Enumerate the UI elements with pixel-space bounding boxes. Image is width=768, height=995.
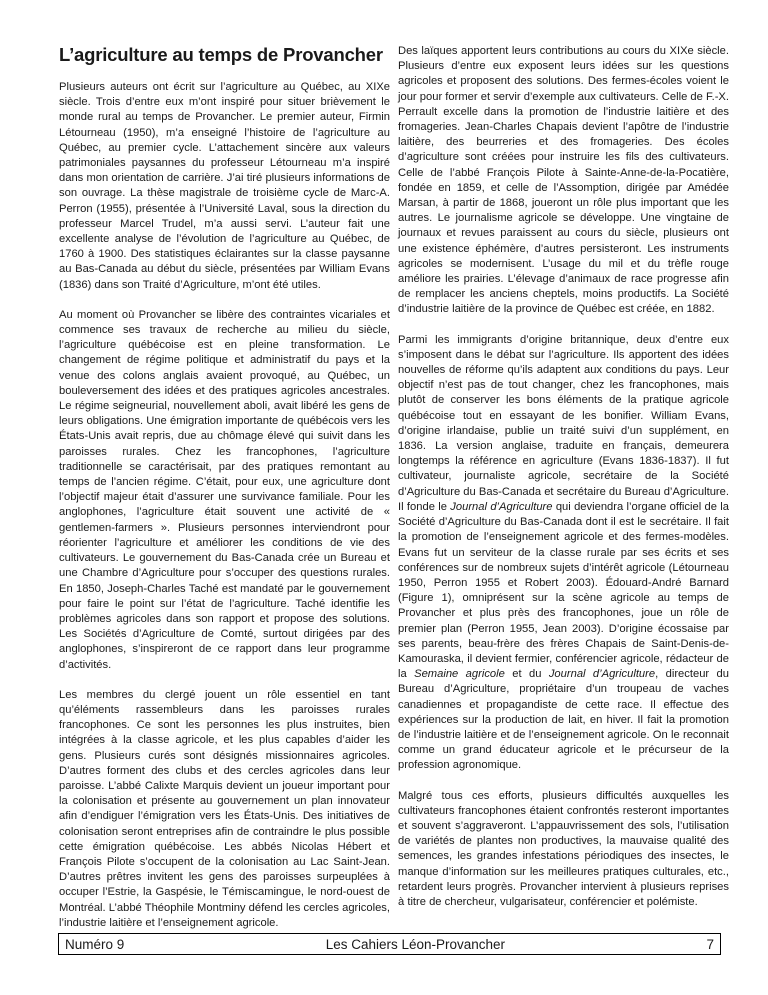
article-title: L’agriculture au temps de Provancher (59, 44, 383, 65)
paragraph-clergy: Les membres du clergé jouent un rôle essentiel en tant qu’éléments rassembleurs dans les paroisses rurales francophones. Ce sont les personnes les plus instruites, bien intégrées à la classe agricole, et les plus capables d’aider les gens. Plusieurs curés sont désignés missionnaires agricoles. D’autres forment des clubs et des cercles agricoles dans leur paroisse. L’abbé Calixte Marquis devient un joueur important pour la colonisation et présente au gouvernement un plan innovateur afin d’endiguer l’émigration vers les États-Unis. Des initiatives de colonisation seront entreprises afin de contraindre le plus possible cette émigration québécoise. Les abbés Nicolas Hébert et François Pilote s’occupent de la colonisation au Lac Saint-Jean. D’autres prêtres invitent les gens des paroisses surpeuplées à occuper l’Estrie, la Gaspésie, le Témiscamingue, le nord-ouest de Montréal. L’abbé Théophile Montminy défend les cercles agricoles, l’industrie laitière et l’enseignement agricole. (59, 688, 390, 929)
paragraph-laypeople: Des laïques apportent leurs contributions au cours du XIXe siècle. Plusieurs d’entre eux exposent leurs idées sur les questions agricoles et proposent des solutions. Des fermes-écoles voient le jour pour former et servir d’exemple aux cultivateurs. Celle de F.-X. Perrault excelle dans la promotion de l’industrie laitière et des fromageries. Jean-Charles Chapais devient l’apôtre de l’industrie laitière, des beurreries et des fromageries. Des écoles d’agriculture sont créées pour instruire les fils des cultivateurs. Celle de l’abbé François Pilote à Sainte-Anne-de-la-Pocatière, fondée en 1859, et celle de l’Assomption, dirigée par Amédée Marsan, à partir de 1868, joueront un rôle plus important que les autres. Le journalisme agricole se développe. Une vingtaine de journaux et revues paraissent au cours du siècle, plusieurs ont une existence éphémère, d’autres persisteront. Les instruments agricoles se modernisent. L’usage du mil et du trèfle rouge améliore les prairies. L’élevage d’animaux de race progresse afin de remplacer les anciens cheptels, moins productifs. La Société d’industrie laitière de la province de Québec est créée, en 1882. (398, 45, 729, 316)
page-number: 7 (706, 936, 714, 952)
issue-number: Numéro 9 (65, 936, 125, 952)
right-column (398, 44, 729, 925)
left-column (59, 44, 390, 946)
semaine-agricole-italic: Semaine agricole (414, 668, 505, 681)
journal-title-italic: Journal d’Agriculture (548, 668, 656, 681)
paragraph-immigrants (398, 333, 729, 774)
text-run: qui deviendra l’organe officiel de la Société d’Agriculture du Bas-Canada dont il est le secrétaire. Il fait la promotion de l’enseignement agricole et des fermes-modèles. Evans fut un serviteur de la classe rurale par ses écrits et ses conférences sur de nombreux sujets d’intérêt agricole (Létourneau 1950, Perron 1955 et Robert 2003). Édouard-André Barnard (Figure 1), omniprésent sur la scène agricole au temps de Provancher et plus près des francophones, joue un rôle de premier plan (Perron 1955, Jean 2003). D’origine écossaise par ses parents, beau-frère des frères Chapais de Saint-Denis-de-Kamouraska, il devient fermier, conférencier agricole, rédacteur de la (398, 500, 730, 681)
text-run: Parmi les immigrants d’origine britannique, deux d’entre eux s’imposent dans le débat sur l’agriculture. Ils apportent des idées nouvelles de réforme qu’ils adaptent aux conditions du pays. Leur objectif n’est pas de tout changer, chez les francophones, mais plutôt de conserver les bons éléments de la pratique agricole québécoise tout en essayant de les bonifier. William Evans, d’origine irlandaise, publie un traité suivi d’un supplément, en 1836. La version anglaise, traduite en français, demeurera longtemps la référence en agriculture (Evans 1836-1837). Il fut cultivateur, journaliste agricole, secrétaire de la Société d’Agriculture du Bas-Canada et secrétaire du Bureau d’Agriculture. Il fonde le (398, 333, 729, 513)
text-run: et du (504, 668, 549, 681)
paragraph-intro: Plusieurs auteurs ont écrit sur l’agriculture au Québec, au XIXe siècle. Trois d’entre eux m’ont inspiré pour situer brièvement le monde rural au temps de Provancher. Le premier auteur, Firmin Létourneau (1950), m’a enseigné l’histoire de l’agriculture au Québec, au premier cycle. L’attachement sincère aux valeurs patrimoniales paysannes du professeur Létourneau m’a inspiré dans mon orientation de carrière. J’ai tiré plusieurs informations de son ouvrage. La thèse magistrale de troisième cycle de Marc-A. Perron (1955), présentée à l’Université Laval, sous la direction du professeur Marcel Trudel, m’a aussi servi. L’auteur fait une excellente analyse de l’évolution de l’agriculture au Québec, de 1760 à 1900. Des statistiques éclairantes sur la classe paysanne au Bas-Canada au début du siècle, présentées par William Evans (1836) dans son Traité d’Agriculture, m’ont été utiles. (59, 81, 390, 291)
text-run: , directeur du Bureau d’Agriculture, propriétaire d’un troupeau de vaches canadiennes et propagandiste de cette race. Il effectue des expériences sur la production de lait, en hiver. Il fait la promotion de l’industrie laitière et de l’enseignement agricole. On le reconnait comme un grand éducateur agricole et le précurseur de la profession agronomique. (398, 668, 729, 772)
paragraph-transformation: Au moment où Provancher se libère des contraintes vicariales et commence ses travaux de recherche au milieu du siècle, l’agriculture québécoise est en pleine transformation. Le changement de régime politique et administratif du pays et la venue des colons anglais avaient provoqué, au Québec, un bouleversement des idées et des pratiques agricoles ancestrales. Le régime seigneurial, nouvellement aboli, avait libéré les gens de leurs obligations. Une émigration importante de québécois vers les États-Unis avait repris, due au chômage élevé qui suivit dans les paroisses rurales. Chez les francophones, l’agriculture traditionnelle se caractérisait, par des pratiques remontant au temps de l’ancien régime. C’était, pour eux, une agriculture dont l’objectif majeur était d’assurer une survivance familiale. Pour les anglophones, l’agriculture était souvent une activité de « gentlemen-farmers ». Plusieurs personnes interviendront pour réorienter l’agriculture et améliorer les conditions de vie des cultivateurs. Le gouvernement du Bas-Canada crée un Bureau et une Chambre d’Agriculture pour s’occuper des questions rurales. En 1850, Joseph-Charles Taché est mandaté par le gouvernement pour faire le point sur l’état de l’agriculture. Taché identifie les problèmes agricoles dans son rapport et propose des solutions. Les Sociétés d’Agriculture de Comté, surtout dirigées par des anglophones, s’inspireront de ce rapport dans leur programme d’activités. (59, 308, 390, 671)
page-footer (58, 933, 721, 955)
paragraph-difficulties: Malgré tous ces efforts, plusieurs difficultés auxquelles les cultivateurs francophones étaient confrontés resteront importantes et souvent s’aggraveront. L’appauvrissement des sols, l’utilisation de variétés de plantes non productives, la mauvaise qualité des semences, les grandes infestations périodiques des insectes, le manque d’information sur les meilleures pratiques culturales, etc., retardent leurs progrès. Provancher intervient à plusieurs reprises à titre de chercheur, vulgarisateur, conférencier et polémiste. (398, 789, 729, 908)
journal-title-italic: Journal d’Agriculture (450, 500, 553, 513)
journal-name: Les Cahiers Léon-Provancher (325, 936, 506, 952)
